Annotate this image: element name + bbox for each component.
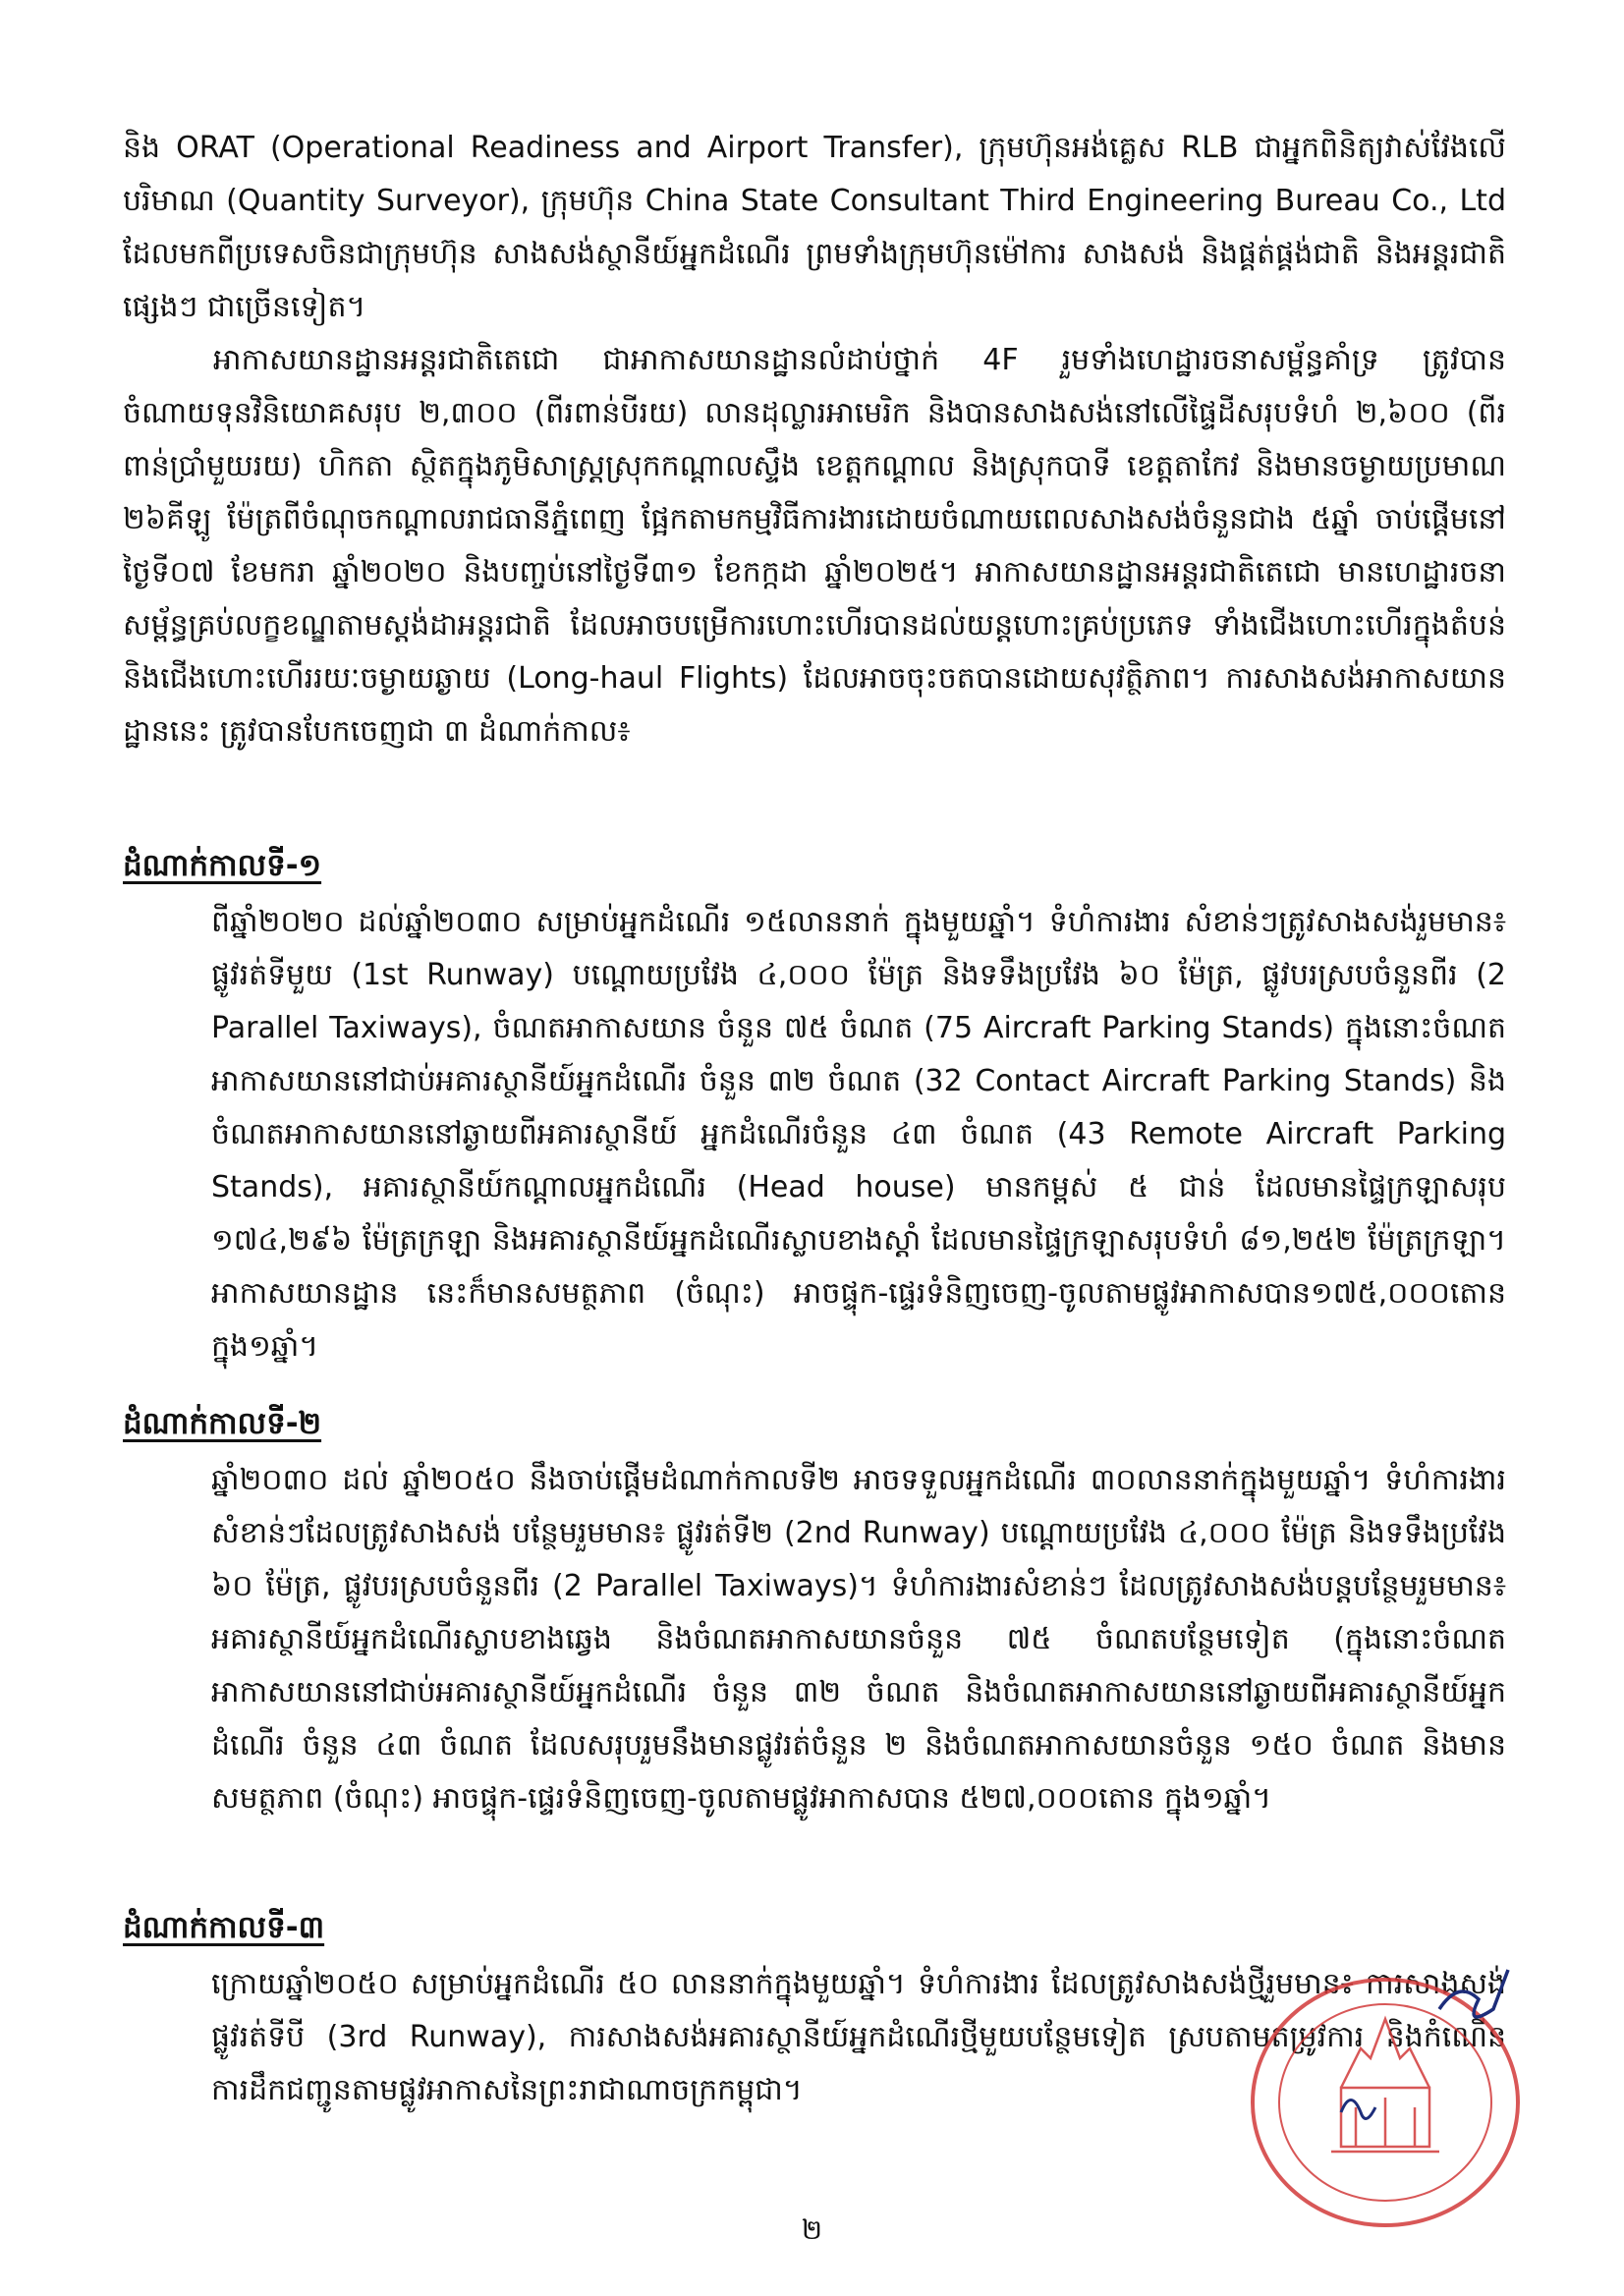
intro-paragraph-2: អាកាសយានដ្ឋានអន្តរជាតិតេជោ ជាអាកាសយានដ្ឋានលំដាប់ថ្នាក់ 4F រួមទាំងហេដ្ឋារចនាសម្ព័ន្ធគាំទ្រ ត្រូវបានចំណាយទុនវិនិយោគសរុប ២,៣០០ (ពីរពាន់បីរយ) លានដុល្លារអាមេរិក និងបានសាងសង់នៅលើផ្ទៃដីសរុបទំហំ ២,៦០០ (ពីរពាន់ប្រាំមួយរយ) ហិកតា ស្ថិតក្នុងភូមិសាស្ត្រស្រុកកណ្តាលស្ទឹង ខេត្តកណ្តាល និងស្រុកបាទី ខេត្តតាកែវ និងមានចម្ងាយប្រមាណ ២៦គីឡូ ម៉ែត្រពីចំណុចកណ្តាលរាជធានីភ្នំពេញ ផ្អែកតាមកម្មវិធីការងារដោយចំណាយពេលសាងសង់ចំនួនជាង ៥ឆ្នាំ ចាប់ផ្តើមនៅថ្ងៃទី០៧ ខែមករា ឆ្នាំ២០២០ និងបញ្ចប់នៅថ្ងៃទី៣១ ខែកក្កដា ឆ្នាំ២០២៥។ អាកាសយានដ្ឋានអន្តរជាតិតេជោ មានហេដ្ឋារចនាសម្ព័ន្ធគ្រប់លក្ខខណ្ឌតាមស្តង់ដាអន្តរជាតិ ដែលអាចបម្រើការហោះហើរបានដល់យន្តហោះគ្រប់ប្រភេទ ទាំងជើងហោះហើរក្នុងតំបន់ និងជើងហោះហើររយៈចម្ងាយឆ្ងាយ (Long-haul Flights) ដែលអាចចុះចតបានដោយសុវត្ថិភាព។ ការសាងសង់អាកាសយានដ្ឋាននេះ ត្រូវបានបែកចេញជា ៣ ដំណាក់កាល៖ [123,343,1506,749]
phase-3-paragraph: ក្រោយឆ្នាំ២០៥០ សម្រាប់អ្នកដំណើរ ៥០ លាននាក់ក្នុងមួយឆ្នាំ។ ទំហំការងារ ដែលត្រូវសាងសង់ថ្មីរួមមាន៖ ការសាងសង់ផ្លូវរត់ទីបី (3rd Runway), ការសាងសង់អគារស្ថានីយ៍អ្នកដំណើរថ្មីមួយបន្ថែមទៀត ស្របតាមតម្រូវការ និងកំណើនការដឹកជញ្ជូនតាមផ្លូវអាកាសនៃព្រះរាជាណាចក្រកម្ពុជា។ [211,1967,1506,2107]
official-seal-stamp [1213,1940,1547,2235]
temple-emblem-icon [1331,2019,1439,2152]
phase-1-heading: ដំណាក់កាលទី-១ [123,848,322,883]
phase-1-paragraph: ពីឆ្នាំ២០២០ ដល់ឆ្នាំ២០៣០ សម្រាប់អ្នកដំណើរ ១៥លាននាក់ ក្នុងមួយឆ្នាំ។ ទំហំការងារ សំខាន់ៗត្រូវសាងសង់រួមមាន៖ ផ្លូវរត់ទីមួយ (1st Runway) បណ្តោយប្រវែង ៤,០០០ ម៉ែត្រ និងទទឹងប្រវែង ៦០ ម៉ែត្រ, ផ្លូវបរស្របចំនួនពីរ (2 Parallel Taxiways), ចំណតអាកាសយាន ចំនួន ៧៥ ចំណត (75 Aircraft Parking Stands) ក្នុងនោះចំណតអាកាសយាននៅជាប់អគារស្ថានីយ៍អ្នកដំណើរ ចំនួន ៣២ ចំណត (32 Contact Aircraft Parking Stands) និងចំណតអាកាសយាននៅឆ្ងាយពីអគារស្ថានីយ៍ អ្នកដំណើរចំនួន ៤៣ ចំណត (43 Remote Aircraft Parking Stands), អគារស្ថានីយ៍កណ្តាលអ្នកដំណើរ (Head house) មានកម្ពស់ ៥ ជាន់ ដែលមានផ្ទៃក្រឡាសរុប ១៧៤,២៩៦ ម៉ែត្រក្រឡា និងអគារស្ថានីយ៍អ្នកដំណើរស្លាបខាងស្តាំ ដែលមានផ្ទៃក្រឡាសរុបទំហំ ៨១,២៥២ ម៉ែត្រក្រឡា។ អាកាសយានដ្ឋាន នេះក៏មានសមត្ថភាព (ចំណុះ) អាចផ្ទុក-ផ្ទេរទំនិញចេញ-ចូលតាមផ្លូវអាកាសបាន១៧៥,០០០តោន ក្នុង១ឆ្នាំ។ [211,905,1506,1364]
page-number: ២ [801,2213,823,2246]
initials-mark [1341,2100,1375,2119]
phase-1-body [211,896,1506,1373]
intro-paragraph-1: និង ORAT (Operational Readiness and Airport Transfer), ក្រុមហ៊ុនអង់គ្លេស RLB ជាអ្នកពិនិត្យវាស់វែងលើបរិមាណ (Quantity Surveyor), ក្រុមហ៊ុន China State Consultant Third Engineering Bureau Co., Ltd ដែលមកពីប្រទេសចិនជាក្រុមហ៊ុន សាងសង់ស្ថានីយ៍អ្នកដំណើរ ព្រមទាំងក្រុមហ៊ុនម៉ៅការ សាងសង់ និងផ្គត់ផ្គង់ជាតិ និងអន្តរជាតិផ្សេងៗ ជាច្រើនទៀត។ [123,131,1506,324]
phase-2-heading: ដំណាក់កាលទី-២ [123,1406,322,1441]
phase-3-heading: ដំណាក់កាលទី-៣ [123,1910,325,1945]
phase-2-paragraph: ឆ្នាំ២០៣០ ដល់ ឆ្នាំ២០៥០ នឹងចាប់ផ្តើមដំណាក់កាលទី២ អាចទទួលអ្នកដំណើរ ៣០លាននាក់ក្នុងមួយឆ្នាំ។ ទំហំការងារសំខាន់ៗដែលត្រូវសាងសង់ បន្ថែមរួមមាន៖ ផ្លូវរត់ទី២ (2nd Runway) បណ្តោយប្រវែង ៤,០០០ ម៉ែត្រ និងទទឹងប្រវែង ៦០ ម៉ែត្រ, ផ្លូវបរស្របចំនួនពីរ (2 Parallel Taxiways)។ ទំហំការងារសំខាន់ៗ ដែលត្រូវសាងសង់បន្តបន្ថែមរួមមាន៖ អគារស្ថានីយ៍អ្នកដំណើរស្លាបខាងឆ្វេង និងចំណតអាកាសយានចំនួន ៧៥ ចំណតបន្ថែមទៀត (ក្នុងនោះចំណតអាកាសយាននៅជាប់អគារស្ថានីយ៍អ្នកដំណើរ ចំនួន ៣២ ចំណត និងចំណតអាកាសយាននៅឆ្ងាយពីអគារស្ថានីយ៍អ្នកដំណើរ ចំនួន ៤៣ ចំណត ដែលសរុបរួមនឹងមានផ្លូវរត់ចំនួន ២ និងចំណតអាកាសយានចំនួន ១៥០ ចំណត និងមានសមត្ថភាព (ចំណុះ) អាចផ្ទុក-ផ្ទេរទំនិញចេញ-ចូលតាមផ្លូវអាកាសបាន ៥២៧,០០០តោន ក្នុង១ឆ្នាំ។ [211,1463,1506,1816]
intro-section [123,122,1506,758]
phase-2-body [211,1454,1506,1825]
